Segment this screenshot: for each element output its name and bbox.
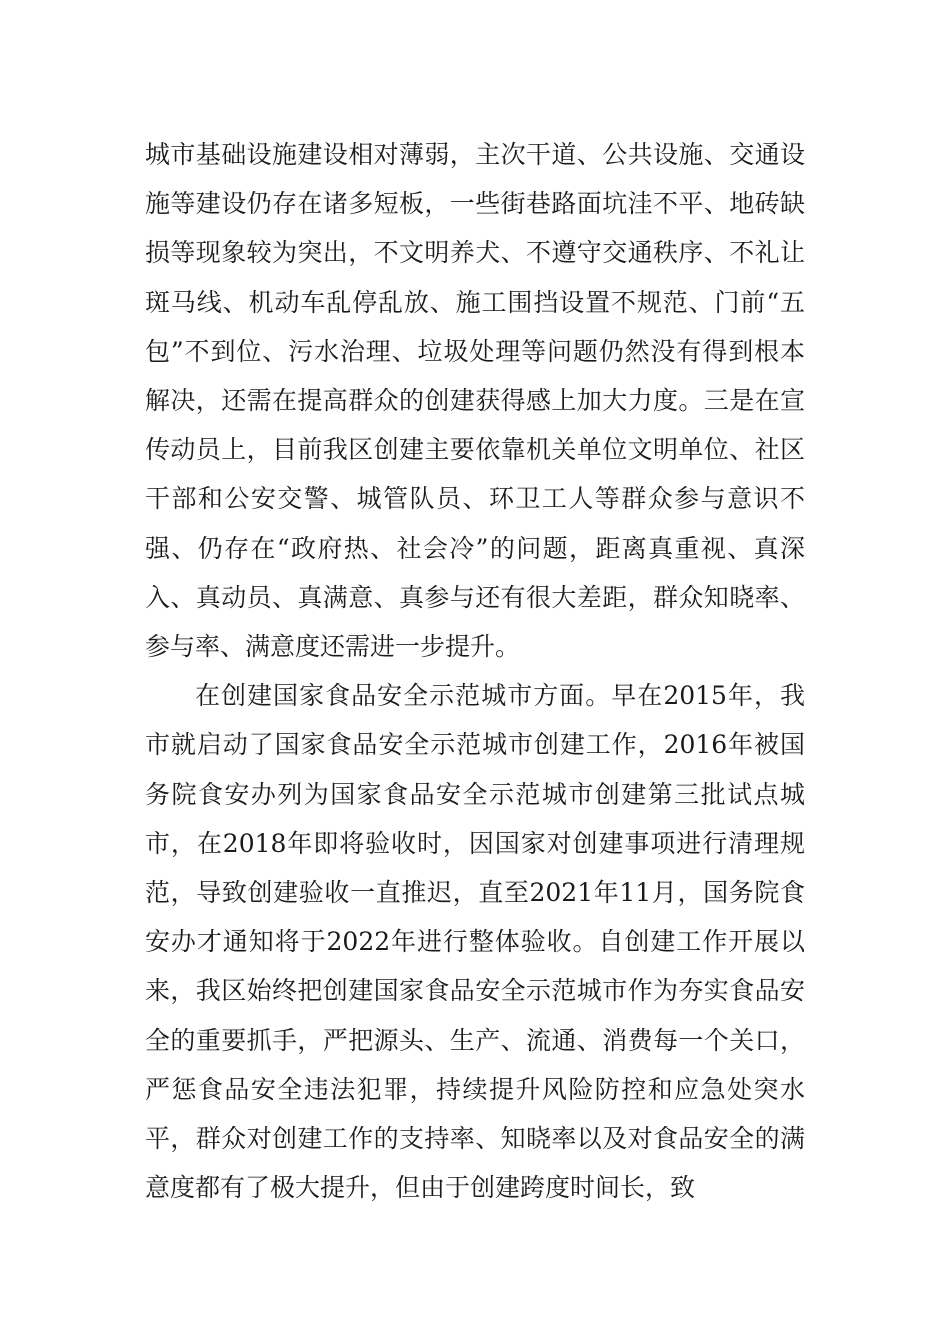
paragraph-1: 城市基础设施建设相对薄弱，主次干道、公共设施、交通设施等建设仍存在诸多短板，一些街巷路面坑洼不平、地砖缺损等现象较为突出，不文明养犬、不遵守交通秩序、不礼让斑马线、机动车乱停乱放、施工围挡设置不规范、门前“五包”不到位、污水治理、垃圾处理等问题仍然没有得到根本解决，还需在提高群众的创建获得感上加大力度。三是在宣传动员上，目前我区创建主要依靠机关单位文明单位、社区干部和公安交警、城管队员、环卫工人等群众参与意识不强、仍存在“政府热、社会冷”的问题，距离真重视、真深入、真动员、真满意、真参与还有很大差距，群众知晓率、参与率、满意度还需进一步提升。 [145,140,805,662]
paragraph-2: 在创建国家食品安全示范城市方面。早在2015年，我市就启动了国家食品安全示范城市创建工作，2016年被国务院食安办列为国家食品安全示范城市创建第三批试点城市，在2018年即将验收时，因国家对创建事项进行清理规范，导致创建验收一直推迟，直至2021年11月，国务院食安办才通知将于2022年进行整体验收。自创建工作开展以来，我区始终把创建国家食品安全示范城市作为夯实食品安全的重要抓手，严把源头、生产、流通、消费每一个关口，严惩食品安全违法犯罪，持续提升风险防控和应急处突水平，群众对创建工作的支持率、知晓率以及对食品安全的满意度都有了极大提升，但由于创建跨度时间长，致 [145,681,805,1203]
body-text [145,130,805,1212]
